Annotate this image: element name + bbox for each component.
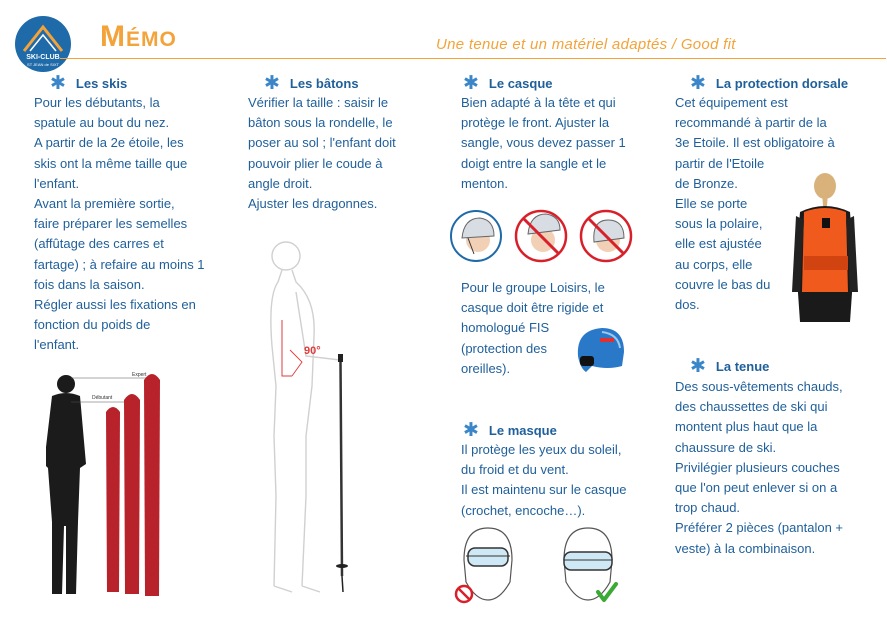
text-line: faire préparer les semelles	[34, 216, 188, 232]
angle-label: 90°	[304, 345, 321, 357]
text-line: montent plus haut que la	[675, 419, 818, 435]
label-expert: Expert	[132, 372, 147, 378]
text-line: Elle se porte	[675, 196, 748, 212]
text-line: Régler aussi les fixations en	[34, 297, 196, 313]
skis-text	[34, 93, 205, 356]
text-line: A partir de la 2e étoile, les	[34, 135, 184, 151]
text-line: pouvoir plier le coude à	[248, 155, 383, 171]
text-line: homologué FIS	[461, 320, 550, 336]
text-line: skis ont la même taille que	[34, 155, 188, 171]
asterisk-icon: ✱	[463, 420, 479, 441]
casque-title: Le casque	[488, 76, 553, 91]
text-line: au corps, elle	[675, 256, 753, 272]
text-line: (crochet, encoche…).	[461, 502, 586, 518]
text-line: Pour les débutants, la	[34, 95, 160, 110]
casque-heading	[463, 74, 553, 93]
text-line: doigt entre la sangle et le	[461, 155, 607, 171]
text-line: veste) à la combinaison.	[675, 540, 816, 556]
text-line: l'enfant.	[34, 337, 80, 353]
text-line: de Bronze.	[675, 175, 738, 191]
text-line: que l'on peut enlever si on a	[675, 480, 838, 496]
text-line: sous la polaire,	[675, 216, 763, 232]
text-line: bâton sous la rondelle, le	[248, 115, 393, 131]
tenue-heading	[690, 357, 769, 376]
text-line: 3e Etoile. Il est obligatoire à	[675, 135, 835, 151]
dorsale-title: La protection dorsale	[715, 76, 849, 91]
text-line: Des sous-vêtements chauds,	[675, 379, 843, 394]
goggle-correct-illustration	[564, 528, 612, 600]
text-line: Bien adapté à la tête et qui	[461, 95, 616, 110]
ski-medium	[124, 394, 140, 594]
asterisk-icon: ✱	[50, 73, 66, 94]
text-line: trop chaud.	[675, 500, 741, 516]
batons-text	[248, 93, 396, 214]
helmet-fit-examples	[448, 208, 634, 269]
tenue-text	[675, 377, 843, 559]
header-divider	[60, 58, 886, 59]
text-line: recommandé à partir de la	[675, 115, 827, 131]
text-line: dos.	[675, 297, 700, 313]
ski-long	[144, 374, 160, 596]
tenue-title: La tenue	[715, 359, 770, 374]
forbidden-icon	[456, 586, 472, 602]
text-line: elle est ajustée	[675, 236, 762, 252]
asterisk-icon: ✱	[264, 73, 280, 94]
text-line: chaussure de ski.	[675, 439, 777, 455]
text-line: angle droit.	[248, 175, 313, 191]
skis-size-illustration	[46, 372, 171, 605]
helmet-correct-icon	[451, 211, 501, 261]
text-line: fois dans la saison.	[34, 276, 145, 292]
back-protector-photo	[792, 172, 858, 327]
text-line: fonction du poids de	[34, 317, 151, 333]
text-line: Il protège les yeux du soleil,	[461, 442, 622, 457]
club-logo	[14, 15, 72, 73]
text-line: Préférer 2 pièces (pantalon +	[675, 520, 844, 536]
text-line: des chaussettes de ski qui	[675, 399, 828, 415]
ski-short	[106, 407, 120, 592]
masque-heading	[463, 421, 557, 440]
skis-heading	[50, 74, 127, 93]
asterisk-icon: ✱	[690, 73, 706, 94]
text-line: couvre le bas du	[675, 276, 771, 292]
logo-text: SKI-CLUB	[26, 54, 60, 61]
text-line: Avant la première sortie,	[34, 196, 175, 212]
helmet-wrong-icon	[516, 211, 566, 261]
batons-title: Les bâtons	[289, 76, 359, 91]
text-line: casque doit être rigide et	[461, 300, 604, 316]
masque-title: Le masque	[488, 423, 557, 438]
goggle-fit-examples	[454, 522, 624, 613]
fis-helmet-image	[572, 322, 628, 383]
text-line: l'enfant.	[34, 175, 80, 191]
text-line: poser au sol ; l'enfant doit	[248, 135, 396, 151]
text-line: (protection des	[461, 340, 547, 356]
asterisk-icon: ✱	[690, 356, 706, 377]
page-title: Mémo	[100, 20, 177, 53]
text-line: Ajuster les dragonnes.	[248, 196, 378, 212]
text-line: Il est maintenu sur le casque	[461, 482, 627, 498]
text-line: Vérifier la taille : saisir le	[248, 95, 389, 110]
casque-text	[461, 93, 626, 194]
text-line: menton.	[461, 175, 508, 191]
dorsale-heading	[690, 74, 848, 93]
page-subtitle: Une tenue et un matériel adaptés / Good fit	[436, 36, 736, 53]
text-line: Pour le groupe Loisirs, le	[461, 280, 605, 295]
text-line: fartage) ; à refaire au moins 1	[34, 256, 205, 272]
batons-heading	[264, 74, 359, 93]
text-line: Cet équipement est	[675, 95, 788, 110]
text-line: (affûtage des carres et	[34, 236, 164, 252]
text-line: sangle, vous devez passer 1	[461, 135, 626, 151]
asterisk-icon: ✱	[463, 73, 479, 94]
text-line: oreilles).	[461, 360, 511, 376]
masque-text	[461, 440, 626, 521]
skis-title: Les skis	[75, 76, 128, 91]
text-line: spatule au bout du nez.	[34, 115, 170, 131]
pole-height-illustration	[262, 236, 372, 603]
text-line: du froid et du vent.	[461, 462, 569, 478]
label-debutant: Débutant	[92, 395, 113, 401]
text-line: Privilégier plusieurs couches	[675, 459, 840, 475]
text-line: partir de l'Etoile	[675, 155, 765, 171]
text-line: protège le front. Ajuster la	[461, 115, 610, 131]
helmet-wrong-icon	[581, 211, 631, 261]
ski-pole	[336, 354, 348, 592]
logo-subtext: ST JEAN de SIXT	[27, 62, 59, 67]
